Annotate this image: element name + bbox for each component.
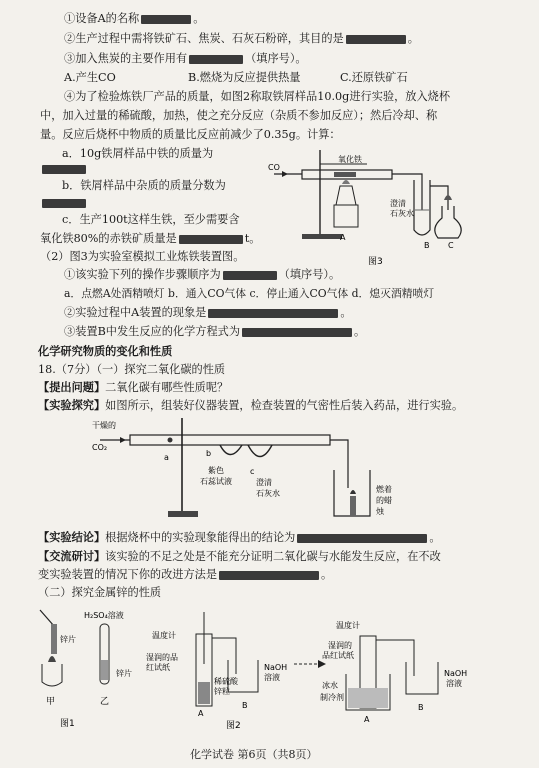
q-line-2: ②生产过程中需将铁矿石、焦炭、石灰石粉碎，其目的是 。 [64,32,419,45]
q-part-2-1: ①该实验下列的操作步骤顺序为 （填序号）。 [64,268,341,281]
label-limewater-2: 石灰水 [256,489,280,498]
label-h2so4: H₂SO₄溶液 [84,611,124,620]
q-line-b-blank [40,196,88,210]
label-a: A [340,233,346,242]
label-naoh-1: NaOH [264,663,288,672]
q18-ask: 【提出问题】二氧化碳有哪些性质呢？ [38,381,229,394]
q18-part-2: （二）探究金属锌的性质 [38,586,162,599]
q-part-2-3: ③装置B中发生反应的化学方程式为 。 [64,325,366,338]
label-zinc-granules: 锌粒 [214,687,230,696]
label-naoh-3: NaOH [444,669,468,678]
label-b-2: B [418,703,424,712]
answer-blank[interactable] [189,55,243,64]
label-wet-paper-2: 红试纸 [146,663,170,672]
answer-blank[interactable] [179,235,243,244]
label-limewater-2: 石灰水 [390,209,414,218]
label-naoh-2: 溶液 [264,673,280,682]
q18-conclusion: 【实验结论】根据烧杯中的实验现象能得出的结论为 。 [38,531,441,544]
label-limewater-1: 澄清 [390,199,406,208]
label-c: C [448,241,454,250]
label-limewater-1: 澄清 [256,478,272,487]
label-a-2: A [364,715,370,724]
q-part-2: （2）图3为实验室模拟工业炼铁装置图。 [40,250,245,263]
q18-title: 18.（7分）（一）探究二氧化碳的性质 [38,363,226,376]
q-line-4: ④为了检验炼铁厂产品的质量，如图2称取铁屑样品10.0g进行实验，放入烧杯 [64,90,451,103]
q-line-a: a．10g铁屑样品中铁的质量为 [62,147,214,160]
label-wet-paper-3: 湿润的 [328,641,352,650]
label-naoh-4: 溶液 [446,679,462,688]
label-jia: 甲 [46,697,56,707]
label-c: c [250,467,255,476]
figure-2-caption: 图2 [226,721,241,731]
answer-blank[interactable] [346,35,406,44]
answer-blank[interactable] [208,309,338,318]
page-footer: 化学试卷 第6页（共8页） [190,748,318,761]
q-line-a-blank [40,162,88,176]
label-candle-2: 的蜡 [376,496,392,505]
q-line-c1: c．生产100t这样生铁，至少需要含 [62,213,240,226]
label-ice-water: 冰水 [322,681,338,690]
co2-apparatus-figure [70,418,410,528]
label-a-1: A [198,709,204,718]
q18-experiment: 【实验探究】如图所示，组装好仪器装置，检查装置的气密性后装入药品，进行实验。 [38,399,464,412]
label-iron-oxide: 氧化铁 [338,155,362,164]
q-line-c2: 氧化铁80%的赤铁矿质量是 t。 [40,232,261,245]
label-wet-paper-4: 品红试纸 [322,651,354,660]
label-zinc-2: 锌片 [116,669,132,678]
label-dilute-acid: 稀硫酸 [214,677,238,686]
q-options: A.产生CO B.燃烧为反应提供热量 C.还原铁矿石 [64,71,408,84]
answer-blank[interactable] [242,328,352,337]
answer-blank[interactable] [42,199,86,208]
answer-blank[interactable] [297,534,427,543]
figure-3-caption: 图3 [368,257,383,267]
label-b: B [424,241,430,250]
section-heading: 化学研究物质的变化和性质 [38,345,173,358]
label-thermometer-2: 温度计 [336,621,360,630]
zinc-figures [30,604,520,739]
figure-1-caption: 图1 [60,719,75,729]
answer-blank[interactable] [42,165,86,174]
label-yi: 乙 [100,697,110,707]
answer-blank[interactable] [219,571,319,580]
label-co2: CO₂ [92,443,108,452]
label-b-1: B [242,701,248,710]
q18-discussion-2: 变实验装置的情况下你的改进方法是 。 [38,568,333,581]
q18-discussion: 【交流研讨】该实验的不足之处是不能充分证明二氧化碳与水能发生反应，在不改 [38,550,441,563]
label-a: a [164,453,169,462]
label-wet-paper-1: 湿润的品 [146,653,178,662]
q-line-1: ①设备A的名称 。 [64,12,205,25]
q-line-6: 量。反应后烧杯中物质的质量比反应前减少了0.35g。计算： [40,128,341,141]
answer-blank[interactable] [141,15,191,24]
q-part-2-2: ②实验过程中A装置的现象是 。 [64,306,352,319]
label-thermometer-1: 温度计 [152,631,176,640]
figure-3-apparatus [262,150,502,270]
q-line-b: b．铁屑样品中杂质的质量分数为 [62,179,226,192]
label-coolant: 制冷剂 [320,693,344,702]
label-litmus: 石蕊试液 [200,477,232,486]
label-candle-3: 烛 [376,507,384,516]
label-candle-1: 燃着 [376,485,392,494]
label-co: CO [268,163,280,172]
q-part-2-options: a．点燃A处酒精喷灯 b．通入CO气体 c．停止通入CO气体 d．熄灭酒精喷灯 [64,287,435,300]
label-dry: 干燥的 [92,421,116,430]
q-line-5: 中，加入过量的稀硫酸，加热，使之充分反应（杂质不参加反应）；然后冷却、称 [40,109,438,122]
label-b: b [206,449,212,458]
q-line-3: ③加入焦炭的主要作用有 （填序号）。 [64,52,307,65]
label-zinc-1: 锌片 [60,635,76,644]
label-purple: 紫色 [208,466,224,475]
answer-blank[interactable] [223,271,277,280]
